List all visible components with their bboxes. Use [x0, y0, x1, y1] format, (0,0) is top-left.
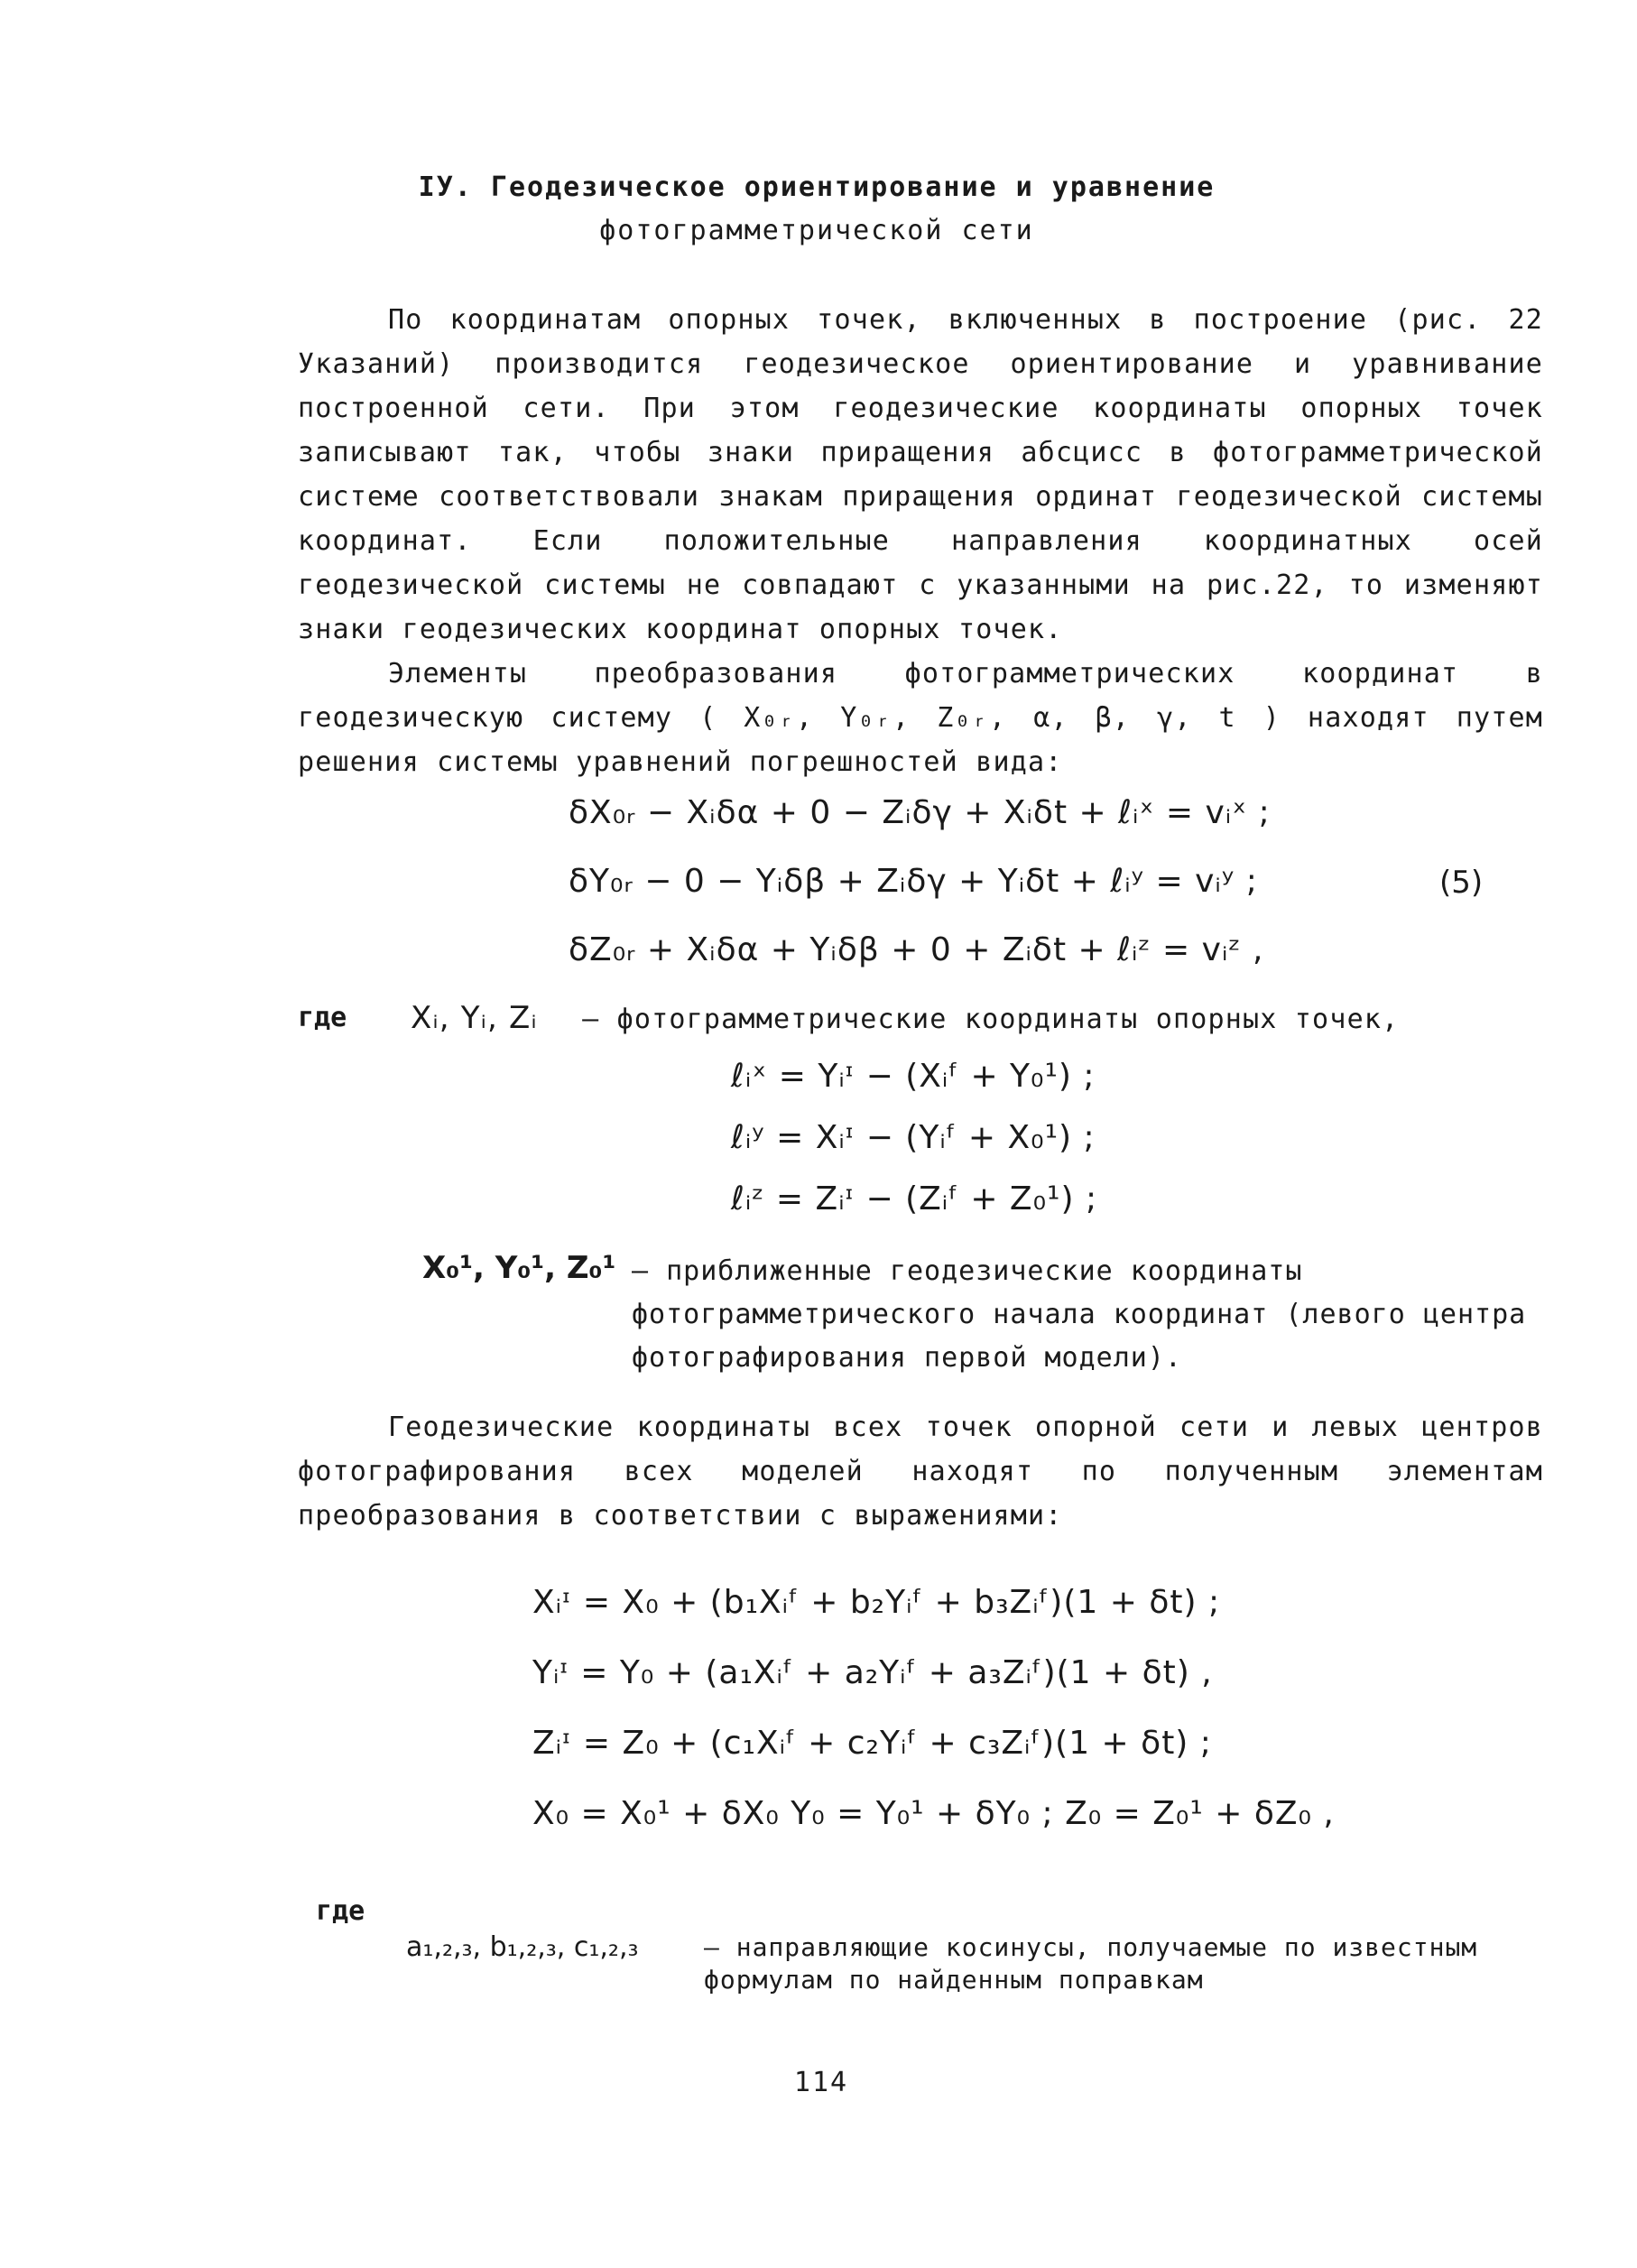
transform-equation-y: Yᵢᶦ = Y₀ + (a₁Xᵢᶠ + a₂Yᵢᶠ + a₃Zᵢᶠ)(1 + δt) , [532, 1654, 1213, 1691]
l-equation-x: ℓᵢˣ = Yᵢᶦ − (Xᵢᶠ + Y₀¹) ; [731, 1058, 1096, 1095]
transform-equation-x: Xᵢᶦ = X₀ + (b₁Xᵢᶠ + b₂Yᵢᶠ + b₃Zᵢᶠ)(1 + δt) ; [532, 1584, 1221, 1621]
l-equation-y: ℓᵢʸ = Xᵢᶦ − (Yᵢᶠ + X₀¹) ; [731, 1119, 1096, 1156]
definition-text: – фотограмметрические координаты опорных точек, [582, 1004, 1400, 1035]
approx-origin-definition: – приближенные геодезические координаты фотограмметрического начала координат (левого центра фотографирования первой модели). [632, 1255, 1527, 1374]
equation-5-line-3: δZ₀ᵣ + Xᵢδα + Yᵢδβ + 0 + Zᵢδt + ℓᵢᶻ = vᵢᶻ , [569, 931, 1264, 968]
where-label-2: где [316, 1895, 365, 1927]
section-heading: IУ. Геодезическое ориентирование и уравнение [418, 171, 1216, 203]
direction-cosine-definition: – направляющие косинусы, получаемые по известным формулам по найденным поправкам [704, 1932, 1478, 1995]
direction-cosine-symbols: a₁,₂,₃, b₁,₂,₃, c₁,₂,₃ [406, 1931, 639, 1963]
paragraph-elements: Элементы преобразования фотограмметрических координат в геодезическую систему ( X₀ᵣ, Y₀ᵣ, Z₀ᵣ, α, β, γ, t ) находят путем решения системы уравнений погрешностей вида: [298, 658, 1543, 778]
equation-number: (5) [1439, 865, 1484, 901]
page-number: 114 [793, 2067, 849, 2098]
section-subheading: фотограмметрической сети [599, 215, 1034, 246]
definition-photogrammetric-coords [411, 1000, 1399, 1036]
equation-5-line-1: δX₀ᵣ − Xᵢδα + 0 − Zᵢδγ + Xᵢδt + ℓᵢˣ = vᵢˣ ; [569, 794, 1271, 831]
paragraph-geodetic-coords: Геодезические координаты всех точек опорной сети и левых центров фотографирования всех моделей находят по полученным элементам преобразования в соответствии с выражениями: [298, 1412, 1543, 1532]
l-equation-z: ℓᵢᶻ = Zᵢᶦ − (Zᵢᶠ + Z₀¹) ; [731, 1180, 1098, 1217]
transform-equation-z: Zᵢᶦ = Z₀ + (c₁Xᵢᶠ + c₂Yᵢᶠ + c₃Zᵢᶠ)(1 + δt) ; [532, 1725, 1212, 1762]
origin-correction-equations: X₀ = X₀¹ + δX₀ Y₀ = Y₀¹ + δY₀ ; Z₀ = Z₀¹ + δZ₀ , [532, 1795, 1335, 1832]
equation-5-line-2: δY₀ᵣ − 0 − Yᵢδβ + Zᵢδγ + Yᵢδt + ℓᵢʸ = vᵢʸ ; [569, 863, 1258, 900]
where-label: где [298, 1002, 347, 1033]
approx-origin-symbols: X₀¹, Y₀¹, Z₀¹ [422, 1250, 616, 1286]
definition-symbols: Xᵢ, Yᵢ, Zᵢ [411, 1000, 538, 1036]
paragraph-orientation: По координатам опорных точек, включенных в построение (рис. 22 Указаний) производится геодезическое ориентирование и уравнивание построенной сети. При этом геодезические координаты опорных точек записывают так, чтобы знаки приращения абсцисс в фотограмметрической системе соответствовали знакам приращения ординат геодезической системы координат. Если положительные направления координатных осей геодезической системы не совпадают с указанными на рис.22, то изменяют знаки геодезических координат опорных точек. [298, 304, 1543, 645]
